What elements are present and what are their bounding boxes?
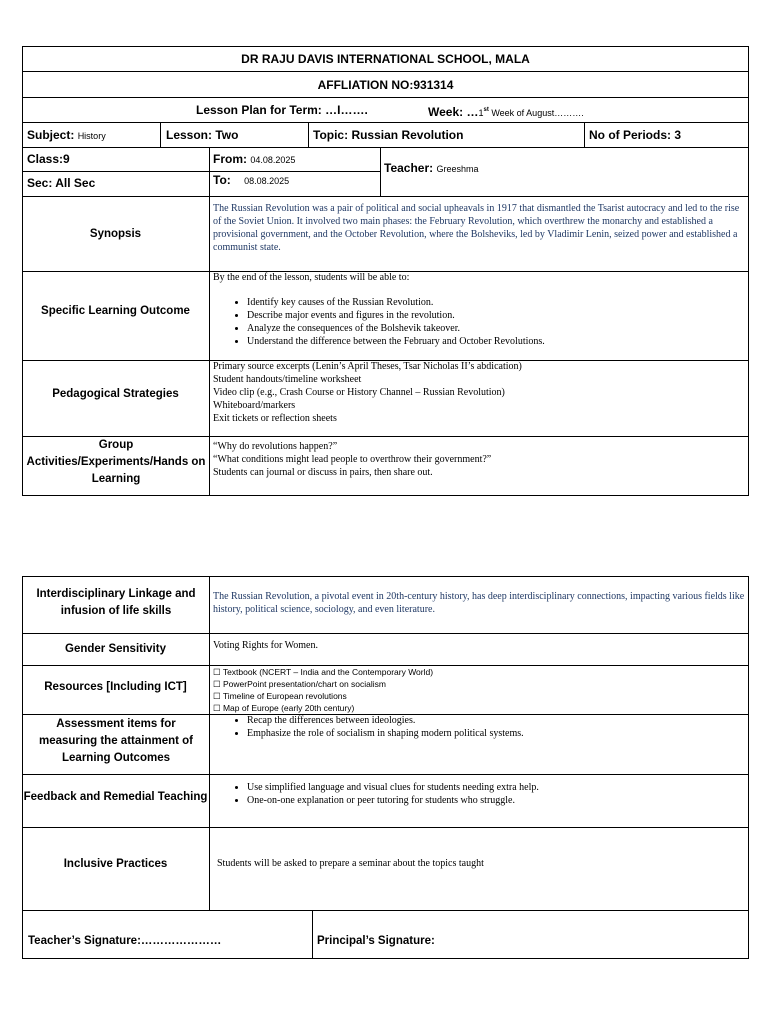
to-cell — [213, 172, 379, 196]
teacher-signature: Teacher’s Signature:………………… — [28, 935, 222, 947]
from-value: 04.08.2025 — [250, 155, 296, 165]
week-label — [428, 98, 728, 122]
list-item: • Recap the differences between ideologies. — [247, 714, 747, 727]
list-item: • Describe major events and figures in the revolution. — [247, 309, 747, 322]
list-item: Video clip (e.g., Crash Course or History Channel – Russian Revolution) — [213, 387, 505, 398]
list-item: Whiteboard/markers — [213, 400, 296, 411]
list-item: Student handouts/timeline worksheet — [213, 374, 362, 385]
feedback-list — [213, 781, 747, 807]
teacher-value: Greeshma — [436, 164, 479, 174]
list-item: ☐ Map of Europe (early 20th century) — [213, 703, 355, 713]
list-item: Primary source excerpts (Lenin’s April Theses, Tsar Nicholas II’s abdication) — [213, 361, 522, 372]
week-ordinal: 1 — [478, 108, 484, 118]
list-item: • Emphasize the role of socialism in shaping modern political systems. — [247, 727, 747, 740]
assessment-content — [213, 714, 747, 772]
resources-content — [213, 666, 747, 714]
to-value: 08.08.2025 — [244, 176, 290, 186]
assessment-label: Assessment items for measuring the attainment of Learning Outcomes — [39, 717, 193, 764]
feedback-content — [213, 781, 747, 825]
lesson-cell: Lesson: Two — [166, 128, 239, 142]
class-cell: Class:9 — [27, 152, 70, 166]
list-item: • Use simplified language and visual clues for students needing extra help. — [247, 781, 747, 794]
list-item: ☐ PowerPoint presentation/chart on socialism — [213, 679, 386, 689]
inclusive-text: Students will be asked to prepare a seminar about the topics taught — [217, 858, 484, 869]
principal-signature: Principal’s Signature: — [317, 935, 435, 947]
learning-outcome-label: Specific Learning Outcome — [41, 304, 190, 317]
list-item: • Identify key causes of the Russian Revolution. — [247, 296, 747, 309]
affiliation-number: AFFLIATION NO:931314 — [317, 77, 454, 92]
group-activities-label: Group Activities/Experiments/Hands on Learning — [26, 438, 206, 485]
teacher-cell — [384, 148, 744, 196]
learning-outcome-list — [213, 296, 747, 348]
assessment-list — [213, 714, 747, 740]
subject-value: History — [77, 131, 106, 141]
synopsis-label: Synopsis — [89, 227, 142, 240]
resources-label: Resources [Including ICT] — [44, 680, 187, 693]
list-item: • One-on-one explanation or peer tutoring for students who struggle. — [247, 794, 747, 807]
learning-outcome-content — [213, 271, 747, 359]
topic-cell: Topic: Russian Revolution — [313, 128, 464, 142]
interdisciplinary-label: Interdisciplinary Linkage and infusion of life skills — [36, 588, 196, 617]
interdisciplinary-text: The Russian Revolution, a pivotal event in 20th-century history, has deep interdisciplinary connections, impacting various fields like history, political science, sociology, and even literature. — [213, 591, 745, 615]
school-name: DR RAJU DAVIS INTERNATIONAL SCHOOL, MALA — [241, 51, 530, 66]
subject-cell — [27, 123, 159, 147]
group-activities-content — [213, 440, 747, 494]
pedagogical-label: Pedagogical Strategies — [52, 387, 179, 400]
teacher-label: Teacher: — [384, 161, 434, 175]
week-value: Week of August………. — [488, 108, 584, 118]
list-item: “Why do revolutions happen?” — [213, 441, 338, 452]
gender-text: Voting Rights for Women. — [213, 640, 318, 651]
periods-cell: No of Periods: 3 — [589, 128, 682, 142]
subject-label: Subject: — [27, 128, 75, 142]
from-label: From: — [213, 152, 247, 166]
list-item: “What conditions might lead people to overthrow their government?” — [213, 454, 492, 465]
gender-label: Gender Sensitivity — [65, 643, 166, 655]
term-label: Lesson Plan for Term: …I……. — [196, 103, 368, 117]
list-item: ☐ Timeline of European revolutions — [213, 691, 347, 701]
list-item: Exit tickets or reflection sheets — [213, 413, 337, 424]
learning-outcome-intro: By the end of the lesson, students will be able to: — [213, 272, 410, 283]
to-label: To: — [213, 173, 231, 187]
list-item: • Understand the difference between the February and October Revolutions. — [247, 335, 747, 348]
list-item: Students can journal or discuss in pairs, then share out. — [213, 467, 433, 478]
week-prefix: Week: … — [428, 105, 479, 119]
week-sup: st — [483, 107, 489, 113]
synopsis-text: The Russian Revolution was a pair of political and social upheavals in 1917 that dismantled the Tsarist autocracy and led to the rise of the Soviet Union. It involved two main phases: the February Revolution, which overthrew the monarchy and established a provisional government, and the October Revolution, where the Bolsheviks, led by Vladimir Lenin, seized power and established a communist state. — [213, 203, 740, 253]
from-cell — [213, 148, 379, 171]
list-item: ☐ Textbook (NCERT – India and the Contemporary World) — [213, 667, 434, 677]
list-item: • Analyze the consequences of the Bolshevik takeover. — [247, 322, 747, 335]
pedagogical-content — [213, 360, 747, 436]
feedback-label: Feedback and Remedial Teaching — [23, 790, 208, 803]
sec-cell: Sec: All Sec — [27, 176, 96, 190]
inclusive-label: Inclusive Practices — [63, 857, 168, 870]
